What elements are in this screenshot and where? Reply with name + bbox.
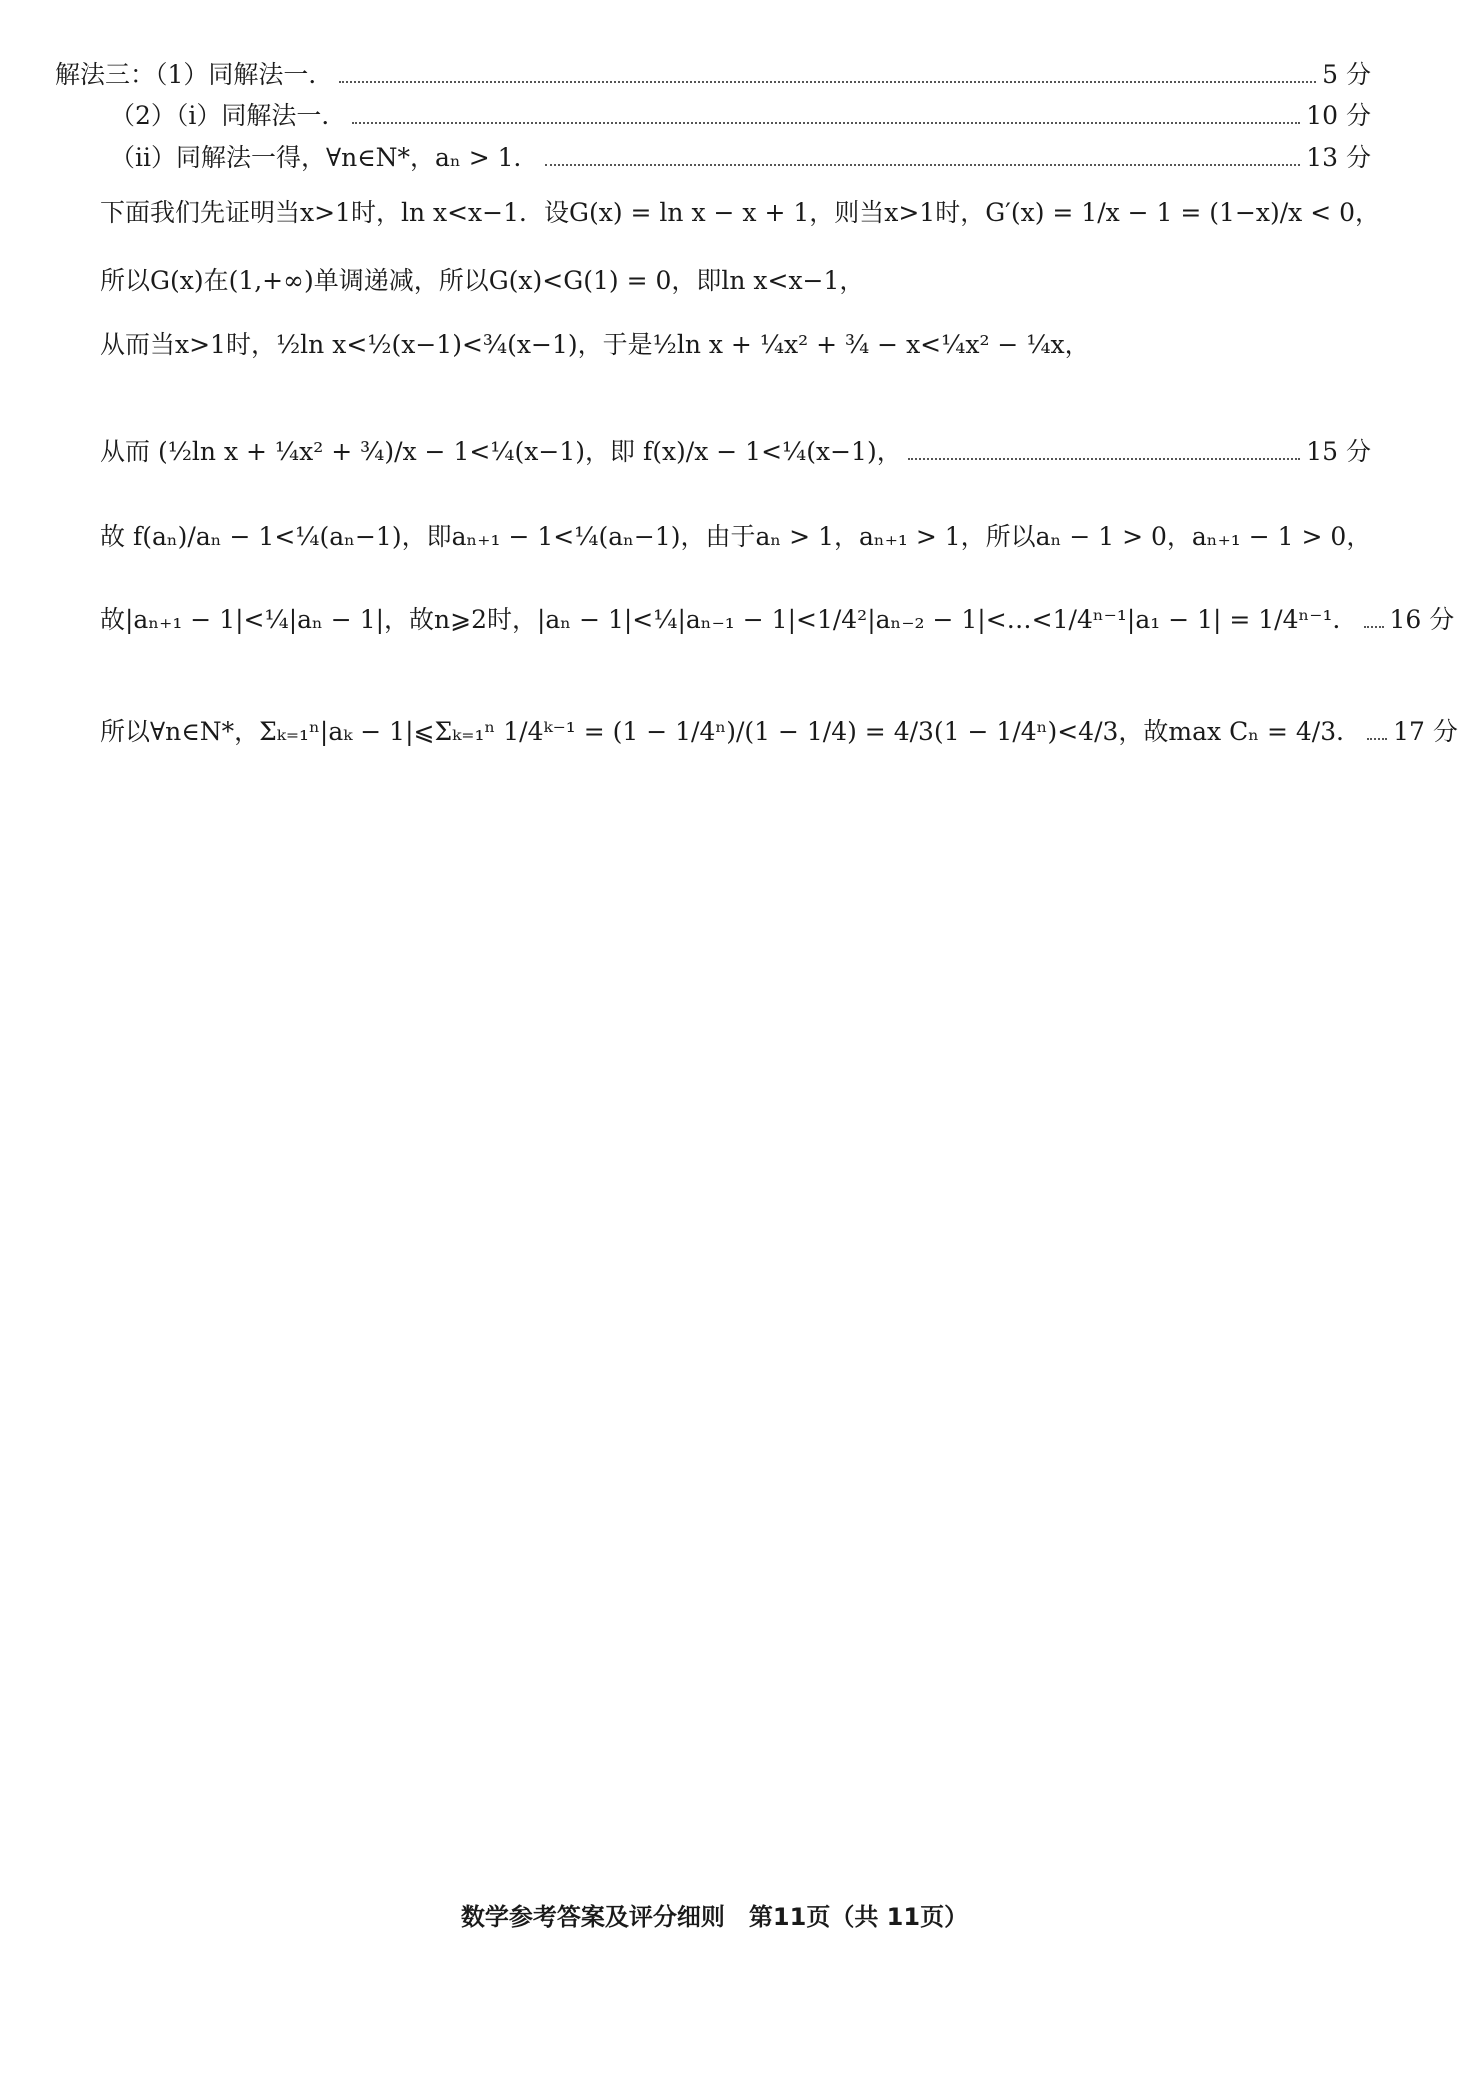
line-text: 所以G(x)在(1,+∞)单调递减，所以G(x)<G(1) = 0，即ln x<x−1， bbox=[100, 266, 865, 295]
score-label: 13 分 bbox=[1306, 143, 1371, 172]
line-text: 下面我们先证明当x>1时，ln x<x−1．设G(x) = ln x − x + 1，则当x>1时，G′(x) = 1/x − 1 = (1−x)/x < 0， bbox=[100, 198, 1381, 227]
score-label: 15 分 bbox=[1306, 437, 1371, 466]
proof-line-2 bbox=[100, 266, 1371, 296]
dot-leader bbox=[908, 444, 1301, 460]
dot-leader bbox=[339, 67, 1316, 83]
proof-line-5 bbox=[100, 522, 1371, 552]
score-label: 17 分 bbox=[1393, 717, 1458, 746]
line-text: 故 f(aₙ)/aₙ − 1<¼(aₙ−1)，即aₙ₊₁ − 1<¼(aₙ−1)，由于aₙ > 1，aₙ₊₁ > 1，所以aₙ − 1 > 0，aₙ₊₁ − 1 > 0， bbox=[100, 522, 1372, 551]
proof-line-3 bbox=[100, 330, 1371, 360]
proof-line-6 bbox=[100, 605, 1455, 635]
part2-ii-line bbox=[110, 143, 1371, 173]
dot-leader bbox=[352, 108, 1300, 124]
line-text: 所以∀n∈N*，Σₖ₌₁ⁿ|aₖ − 1|⩽Σₖ₌₁ⁿ 1/4ᵏ⁻¹ = (1 − 1/4ⁿ)/(1 − 1/4) = 4/3(1 − 1/4ⁿ)<4/3，故max Cₙ = 4/3． bbox=[100, 717, 1362, 746]
part2-i-line bbox=[110, 101, 1371, 131]
line-text: 从而 (½ln x + ¼x² + ¾)/x − 1<¼(x−1)，即 f(x)/x − 1<¼(x−1)， bbox=[100, 437, 902, 466]
page-footer: 数学参考答案及评分细则 第11页（共 11页） bbox=[460, 1903, 969, 1931]
dot-leader bbox=[545, 150, 1301, 166]
proof-line-1 bbox=[100, 198, 1381, 228]
score-label: 16 分 bbox=[1389, 605, 1455, 634]
dot-leader bbox=[1364, 612, 1384, 628]
line-text: 解法三：（1）同解法一． bbox=[55, 60, 334, 89]
score-label: 10 分 bbox=[1306, 101, 1371, 130]
solution-header-line bbox=[55, 60, 1371, 90]
dot-leader bbox=[1367, 724, 1387, 740]
line-text: （ii）同解法一得，∀n∈N*，aₙ > 1． bbox=[110, 143, 539, 172]
line-text: （2）（i）同解法一． bbox=[110, 101, 347, 130]
score-label: 5 分 bbox=[1322, 60, 1371, 89]
proof-line-4 bbox=[100, 437, 1371, 467]
line-text: 从而当x>1时，½ln x<½(x−1)<¾(x−1)，于是½ln x + ¼x² + ¾ − x<¼x² − ¼x， bbox=[100, 330, 1090, 359]
conclusion-line bbox=[100, 717, 1458, 747]
line-text: 故|aₙ₊₁ − 1|<¼|aₙ − 1|，故n⩾2时，|aₙ − 1|<¼|aₙ₋₁ − 1|<1/4²|aₙ₋₂ − 1|<…<1/4ⁿ⁻¹|a₁ − 1| = 1/4ⁿ⁻¹． bbox=[100, 605, 1358, 634]
